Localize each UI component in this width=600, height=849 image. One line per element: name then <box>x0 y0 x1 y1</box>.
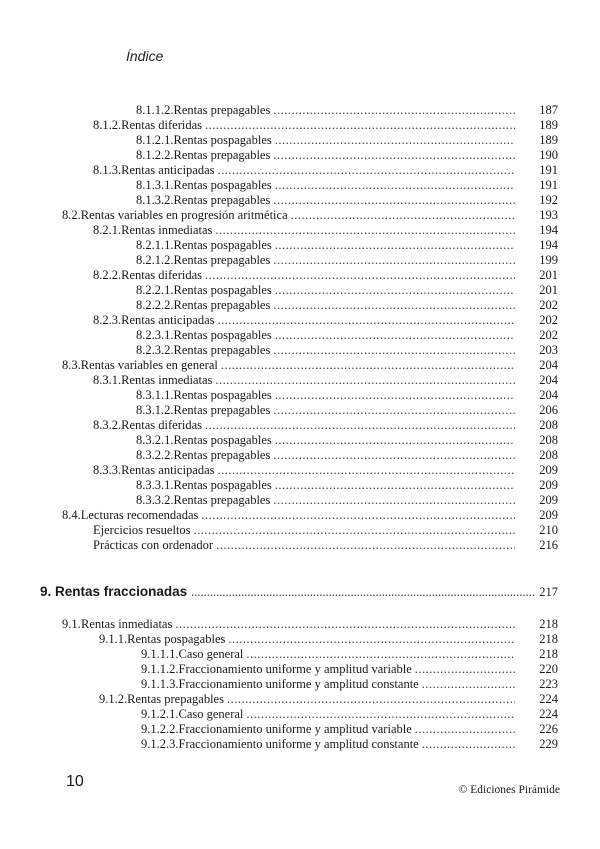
toc-entry <box>141 662 558 677</box>
toc-entry-title: Rentas anticipadas <box>121 463 215 477</box>
toc-entry-title: Rentas prepagables <box>127 692 224 706</box>
toc-entry-page: 216 <box>539 538 558 552</box>
toc-entry-number: 9.1.2. <box>99 692 128 706</box>
dot-leader <box>275 133 515 148</box>
toc-entry-title: Ejercicios resueltos <box>93 523 191 537</box>
toc-entry-title: Rentas prepagables <box>173 448 271 462</box>
dot-leader <box>218 463 516 478</box>
dot-leader <box>275 328 515 343</box>
toc-entry <box>62 617 558 632</box>
toc-entry-page: 199 <box>539 253 558 267</box>
toc-entry-title: Rentas pospagables <box>127 632 226 646</box>
toc-entry-page: 189 <box>539 118 558 132</box>
toc-entry-page: 203 <box>539 343 558 357</box>
dot-leader <box>415 722 515 737</box>
toc-entry-page: 206 <box>539 403 558 417</box>
toc-entry <box>62 208 558 223</box>
dot-leader <box>422 737 515 752</box>
toc-entry <box>141 647 558 662</box>
running-header: Índice <box>126 48 164 64</box>
toc-entry-title: Rentas pospagables <box>173 433 272 447</box>
dot-leader <box>175 617 515 632</box>
toc-entry-page: 229 <box>539 737 558 751</box>
toc-entry <box>141 722 558 737</box>
toc-entry-number: 8.3.3.1. <box>136 478 174 492</box>
dot-leader <box>205 268 515 283</box>
toc-entry <box>136 103 558 118</box>
dot-leader <box>201 508 515 523</box>
toc-entry-number: 9.1.2.1. <box>141 707 179 721</box>
toc-entry-page: 193 <box>539 208 558 222</box>
dot-leader <box>273 193 515 208</box>
toc-entry <box>93 463 558 478</box>
toc-entry-title: Rentas variables en progresión aritmética <box>80 208 288 222</box>
toc-entry-number: 8.1.2.1. <box>136 133 174 147</box>
dot-leader <box>218 313 516 328</box>
toc-entry-title: Rentas prepagables <box>173 343 271 357</box>
dot-leader <box>273 103 515 118</box>
dot-leader <box>227 692 515 707</box>
dot-leader <box>205 418 515 433</box>
toc-entry-number: 9.1.1.3. <box>141 677 179 691</box>
toc-entry <box>136 448 558 463</box>
toc-entry-page: 204 <box>539 358 558 372</box>
toc-entry-number: 8.2.3.1. <box>136 328 174 342</box>
toc-entry <box>136 343 558 358</box>
toc-entry-title: Rentas diferidas <box>121 268 203 282</box>
toc-entry-page: 218 <box>539 632 558 646</box>
toc-entry <box>93 223 558 238</box>
toc-entry-title: Rentas anticipadas <box>121 163 215 177</box>
toc-entry-title: Rentas pospagables <box>173 283 272 297</box>
toc-entry-number: 8.2.3.2. <box>136 343 174 357</box>
toc-entry-page: 209 <box>539 478 558 492</box>
toc-entry <box>136 178 558 193</box>
toc-entry <box>93 538 558 553</box>
toc-entry <box>93 418 558 433</box>
dot-leader <box>205 118 515 133</box>
toc-entry-title: Fraccionamiento uniforme y amplitud constante <box>178 737 419 751</box>
dot-leader <box>291 208 515 223</box>
toc-entry-number: 8.2. <box>62 208 81 222</box>
toc-entry-number: 8.2.2.2. <box>136 298 174 312</box>
toc-entry-page: 218 <box>539 617 558 631</box>
toc-entry <box>62 358 558 373</box>
toc-entry-number: 9.1.2.2. <box>141 722 179 736</box>
publisher-credit: © Ediciones Pirámide <box>458 784 560 796</box>
toc-entry-title: Rentas inmediatas <box>81 617 173 631</box>
toc-entry <box>93 523 558 538</box>
toc-entry <box>93 163 558 178</box>
dot-leader <box>228 632 515 647</box>
toc-entry <box>136 298 558 313</box>
toc-entry-number: 8.2.2. <box>93 268 122 282</box>
dot-leader <box>273 448 515 463</box>
toc-entry-title: Rentas prepagables <box>173 103 271 117</box>
toc-entry-number: 8.3.1.2. <box>136 403 174 417</box>
toc-entry-number: 8.3.3.2. <box>136 493 174 507</box>
toc-entry-number: 9.1.1. <box>99 632 128 646</box>
dot-leader <box>275 178 515 193</box>
toc-entry-page: 192 <box>539 193 558 207</box>
toc-entry-number: 8.3. <box>62 358 81 372</box>
toc-entry-title: Rentas prepagables <box>173 193 271 207</box>
toc-entry-page: 210 <box>539 523 558 537</box>
dot-leader <box>273 493 515 508</box>
toc-entry-page: 191 <box>539 178 558 192</box>
dot-leader <box>273 403 515 418</box>
toc-entry-number: 8.2.1.1. <box>136 238 174 252</box>
toc-entry-page: 224 <box>539 707 558 721</box>
toc-entry-title: Rentas pospagables <box>173 478 272 492</box>
toc-entry-title: Rentas prepagables <box>173 298 271 312</box>
toc-entry-title: Rentas diferidas <box>121 418 203 432</box>
toc-entry-title: Rentas pospagables <box>173 238 272 252</box>
toc-entry-page: 209 <box>539 493 558 507</box>
toc-entry-page: 194 <box>539 238 558 252</box>
toc-entry-page: 187 <box>539 103 558 117</box>
toc-entry-page: 218 <box>539 647 558 661</box>
toc-entry <box>136 328 558 343</box>
toc-entry-page: 204 <box>539 388 558 402</box>
dot-leader <box>273 253 515 268</box>
toc-entry-title: Rentas prepagables <box>173 493 271 507</box>
dot-leader <box>194 523 515 538</box>
toc-entry-page: 202 <box>539 328 558 342</box>
toc-entry-number: 8.1.3. <box>93 163 122 177</box>
toc-entry-number: 9.1.1.1. <box>141 647 179 661</box>
toc-entry <box>99 692 558 707</box>
toc-entry <box>136 403 558 418</box>
dot-leader <box>275 238 515 253</box>
toc-entry-page: 204 <box>539 373 558 387</box>
toc-entry <box>93 118 558 133</box>
toc-entry <box>62 508 558 523</box>
toc-entry-page: 202 <box>539 313 558 327</box>
toc-entry-number: 8.1.2. <box>93 118 122 132</box>
dot-leader <box>275 478 515 493</box>
dot-leader <box>275 433 515 448</box>
dot-leader <box>216 538 515 553</box>
dot-leader <box>273 298 515 313</box>
dot-leader <box>191 583 533 601</box>
toc-entry <box>141 737 558 752</box>
dot-leader <box>275 388 515 403</box>
toc-entry-title: Rentas prepagables <box>173 253 271 267</box>
toc-entry-number: 8.3.1.1. <box>136 388 174 402</box>
toc-entry-number: 8.2.1.2. <box>136 253 174 267</box>
toc-entry-number: 8.2.3. <box>93 313 122 327</box>
dot-leader <box>246 707 515 722</box>
page-number: 10 <box>66 773 84 790</box>
toc-entry-number: 8.3.1. <box>93 373 122 387</box>
toc-entry-number: 8.3.3. <box>93 463 122 477</box>
toc-entry <box>136 148 558 163</box>
toc-entry-title: Caso general <box>178 647 244 661</box>
toc-entry-number: 8.3.2.1. <box>136 433 174 447</box>
toc-entry-title: Prácticas con ordenador <box>93 538 214 552</box>
toc-entry-title: Rentas prepagables <box>173 148 271 162</box>
toc-entry <box>99 632 558 647</box>
toc-entry-title: Rentas pospagables <box>173 178 272 192</box>
dot-leader <box>275 283 515 298</box>
toc-entry-number: 8.1.3.1. <box>136 178 174 192</box>
toc-entry <box>136 478 558 493</box>
toc-entry-number: 9.1. <box>62 617 81 631</box>
dot-leader <box>215 373 515 388</box>
dot-leader <box>221 358 515 373</box>
toc-entry-title: Lecturas recomendadas <box>80 508 199 522</box>
toc-entry <box>93 313 558 328</box>
dot-leader <box>273 148 515 163</box>
toc-entry-title: Fraccionamiento uniforme y amplitud constante <box>178 677 419 691</box>
chapter-page: 217 <box>539 585 558 599</box>
toc-entry-title: Rentas prepagables <box>173 403 271 417</box>
chapter-number: 9. <box>40 584 52 599</box>
toc-entry-title: Rentas inmediatas <box>121 373 213 387</box>
toc-entry-title: Rentas pospagables <box>173 388 272 402</box>
chapter-title: Rentas fraccionadas <box>55 584 188 599</box>
toc-entry-title: Rentas inmediatas <box>121 223 213 237</box>
toc-entry-page: 220 <box>539 662 558 676</box>
dot-leader <box>215 223 515 238</box>
toc-entry-page: 226 <box>539 722 558 736</box>
toc-entry-number: 8.1.2.2. <box>136 148 174 162</box>
toc-entry-page: 190 <box>539 148 558 162</box>
toc-entry-page: 208 <box>539 433 558 447</box>
toc-entry-page: 201 <box>539 268 558 282</box>
toc-entry-page: 209 <box>539 463 558 477</box>
dot-leader <box>218 163 516 178</box>
chapter-heading <box>40 583 558 601</box>
toc-entry <box>93 373 558 388</box>
toc-entry-number: 8.1.3.2. <box>136 193 174 207</box>
toc-entry-page: 194 <box>539 223 558 237</box>
toc-entry-title: Caso general <box>178 707 244 721</box>
toc-entry-title: Fraccionamiento uniforme y amplitud variable <box>178 662 412 676</box>
toc-entry <box>93 268 558 283</box>
toc-entry-title: Rentas pospagables <box>173 133 272 147</box>
toc-entry-number: 8.4. <box>62 508 81 522</box>
dot-leader <box>246 647 515 662</box>
toc-entry-page: 189 <box>539 133 558 147</box>
toc-entry-number: 8.1.1.2. <box>136 103 174 117</box>
toc-entry <box>136 493 558 508</box>
toc-entry-title: Fraccionamiento uniforme y amplitud variable <box>178 722 412 736</box>
toc-entry <box>136 433 558 448</box>
toc-entry-title: Rentas variables en general <box>80 358 218 372</box>
toc-entry-page: 223 <box>539 677 558 691</box>
dot-leader <box>422 677 515 692</box>
dot-leader <box>415 662 515 677</box>
toc-entry <box>141 707 558 722</box>
toc-entry-page: 201 <box>539 283 558 297</box>
toc-entry-page: 191 <box>539 163 558 177</box>
toc-entry <box>136 193 558 208</box>
toc-entry-page: 208 <box>539 418 558 432</box>
toc-entry <box>141 677 558 692</box>
toc-entry-title: Rentas anticipadas <box>121 313 215 327</box>
toc-entry-page: 209 <box>539 508 558 522</box>
toc-entry-page: 224 <box>539 692 558 706</box>
toc-entry-title: Rentas diferidas <box>121 118 203 132</box>
toc-entry-number: 8.3.2. <box>93 418 122 432</box>
toc-entry-number: 9.1.2.3. <box>141 737 179 751</box>
toc-entry-page: 208 <box>539 448 558 462</box>
toc-entry-number: 8.2.2.1. <box>136 283 174 297</box>
toc-entry <box>136 388 558 403</box>
dot-leader <box>273 343 515 358</box>
toc-entry-number: 8.2.1. <box>93 223 122 237</box>
toc-entry <box>136 283 558 298</box>
toc-entry-number: 9.1.1.2. <box>141 662 179 676</box>
toc-entry <box>136 238 558 253</box>
toc-entry-number: 8.3.2.2. <box>136 448 174 462</box>
toc-entry <box>136 253 558 268</box>
toc-entry <box>136 133 558 148</box>
toc-entry-title: Rentas pospagables <box>173 328 272 342</box>
toc-entry-page: 202 <box>539 298 558 312</box>
